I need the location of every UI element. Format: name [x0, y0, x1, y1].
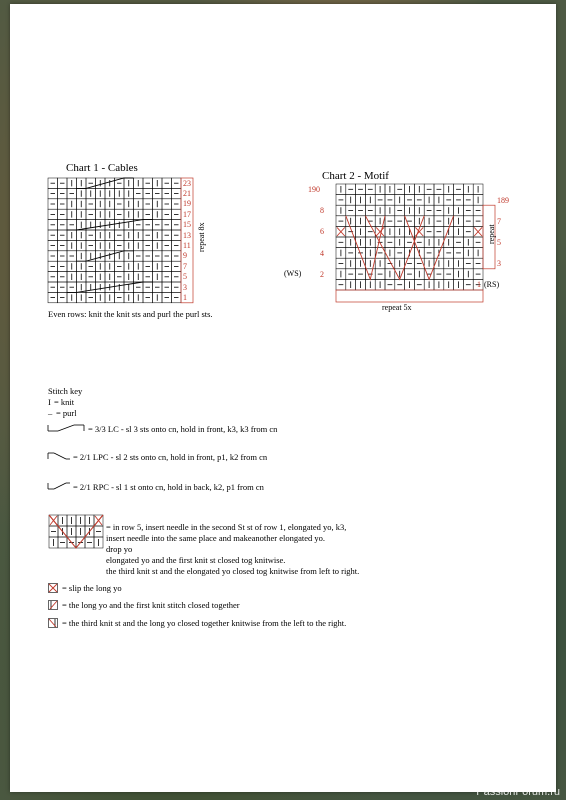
chart2-left-row-number: 6: [320, 227, 324, 237]
chart2-right-row-number: 189: [497, 195, 509, 205]
chart2-title: Chart 2 - Motif: [322, 170, 389, 182]
chart2-grid: [320, 182, 520, 312]
chart2-repeat-bottom: repeat 5x: [382, 303, 412, 312]
chart1-row-number: 1: [183, 292, 187, 302]
key-lc: = 3/3 LC - sl 3 sts onto cn, hold in front, k3, k3 from cn: [88, 424, 278, 434]
chart1-row-number: 19: [183, 199, 191, 209]
rpc-symbol: [48, 482, 70, 490]
lpc-symbol: [48, 452, 70, 460]
chart1-row-number: 17: [183, 209, 191, 219]
key-purl: – = purl: [48, 408, 77, 418]
key-long-yo: = the long yo and the first knit stitch closed together: [62, 600, 240, 610]
chart2-right-row-number: 3: [497, 259, 501, 269]
chart2-left-row-number: 8: [320, 206, 324, 216]
key-slip: = slip the long yo: [62, 583, 122, 593]
chart2-left-row-number: 4: [320, 248, 324, 258]
key-motif-line-4: elongated yo and the first knit st closed tog knitwise.: [106, 555, 286, 565]
chart2-left-row-number: 190: [308, 185, 320, 194]
chart1-row-number: 11: [183, 240, 191, 250]
motif-symbol: [48, 512, 104, 552]
chart2-right-row-number: 7: [497, 216, 501, 226]
key-rpc: = 2/1 RPC - sl 1 st onto cn, hold in back, k2, p1 from cn: [73, 482, 264, 492]
lc-symbol: [48, 424, 84, 432]
chart2-repeat-side: repeat: [487, 224, 496, 244]
chart1-row-number: 7: [183, 261, 187, 271]
chart1-row-number: 9: [183, 251, 187, 261]
chart1-repeat-label: repeat 8x: [197, 222, 206, 252]
long-yo-icon: [48, 600, 58, 610]
chart1-row-number: 23: [183, 178, 191, 188]
key-motif-line-3: drop yo: [106, 544, 133, 554]
key-heading: Stitch key: [48, 386, 83, 396]
chart2-repeat-bracket-bottom: [336, 290, 483, 302]
watermark: PassionForum.ru: [476, 786, 560, 798]
chart2-left-row-number: 2: [320, 269, 324, 279]
pattern-page: [10, 4, 556, 792]
chart1-title: Chart 1 - Cables: [66, 162, 138, 174]
slip-yo-icon: [48, 583, 58, 593]
purl-symbol: –: [48, 408, 53, 418]
chart2-right-row-number: 5: [497, 238, 501, 247]
chart1-row-number: 5: [183, 272, 187, 282]
chart1-row-number: 3: [183, 282, 187, 292]
key-knit: I = knit: [48, 397, 75, 407]
chart1-footnote: Even rows: knit the knit sts and purl the purl sts.: [48, 309, 213, 319]
chart2-ws-label: (WS): [284, 269, 302, 278]
knit-symbol: I: [48, 397, 51, 407]
chart1-row-number: 21: [183, 188, 191, 198]
chart2-rs-row: 1: [477, 280, 481, 289]
chart1-row-number: 15: [183, 220, 191, 230]
key-lpc: = 2/1 LPC - sl 2 sts onto cn, hold in front, p1, k2 from cn: [73, 452, 268, 462]
key-motif-line-5: the third knit st and the elongated yo closed tog knitwise from left to right.: [106, 566, 360, 576]
chart1-row-number: 13: [183, 230, 191, 240]
key-motif-line-1: = in row 5, insert needle in the second St st of row 1, elongated yo, k3,: [106, 522, 347, 532]
chart2-rs-label: (RS): [484, 280, 500, 289]
third-knit-icon: [48, 618, 58, 628]
key-motif-line-2: insert needle into the same place and makeanother elongated yo.: [106, 533, 326, 543]
key-third-knit: = the third knit st and the long yo closed together knitwise from the left to the right.: [62, 618, 347, 628]
